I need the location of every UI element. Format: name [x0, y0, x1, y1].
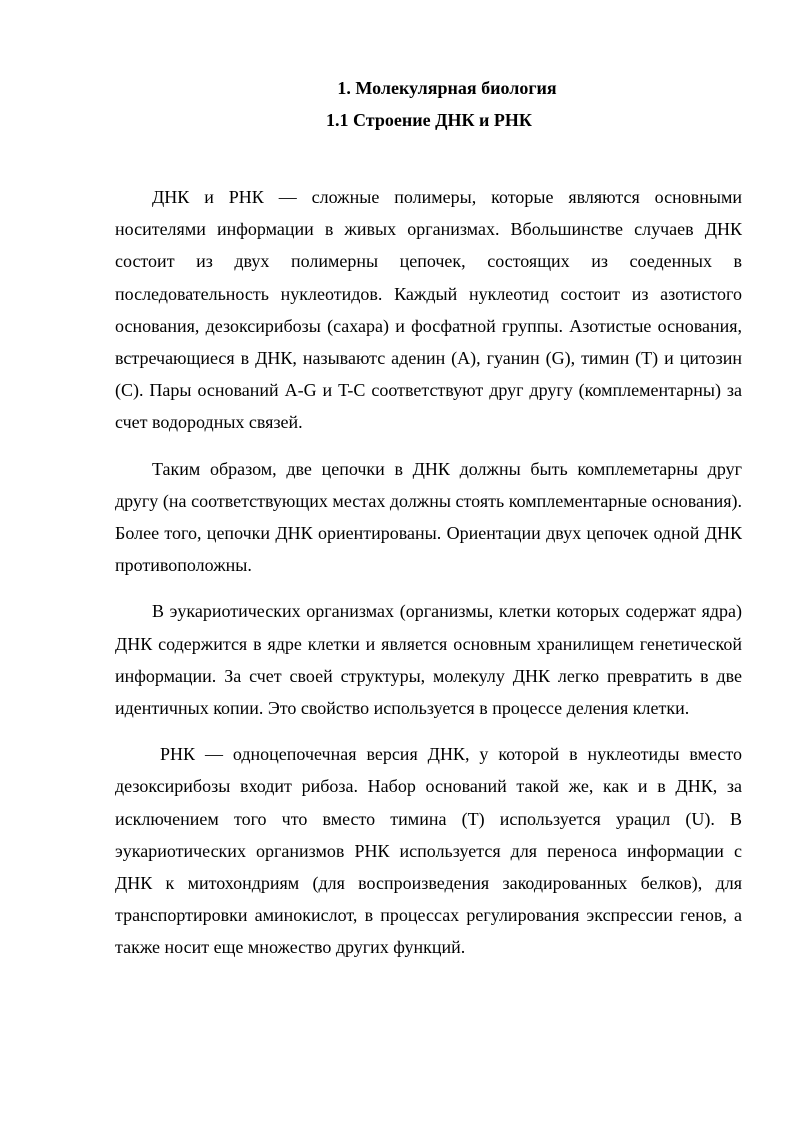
- paragraph-rna: РНК — одноцепочечная версия ДНК, у которой в нуклеотиды вместо дезоксирибозы входит рибоза. Набор оснований такой же, как и в ДНК, за исключением того что вместо тимина (T) используется урацил (U). В эукариотических организмов РНК используется для переноса информации с ДНК к митохондриям (для воспроизведения закодированных белков), для транспортировки аминокислот, в процессах регулирования экспрессии генов, а также носит еще множество других функций.: [115, 744, 742, 958]
- document-body: [115, 181, 742, 978]
- chapter-title: 1. Молекулярная биология: [337, 78, 557, 98]
- paragraph-complementarity: Таким образом, две цепочки в ДНК должны быть комплеметарны друг другу (на соответствующих местах должны стоять комплементарные основания). Более того, цепочки ДНК ориентированы. Ориентации двух цепочек одной ДНК противоположны.: [115, 458, 742, 576]
- paragraph-dna-rna-intro: ДНК и РНК — сложные полимеры, которые являются основными носителями информации в живых организмах. Вбольшинстве случаев ДНК состоит из двух полимерны цепочек, состоящих из соеденных в последовательность нуклеотидов. Каждый нуклеотид состоит из азотистого основания, дезоксирибозы (сахара) и фосфатной группы. Азотистые основания, встречающиеся в ДНК, называютс аденин (A), гуанин (G), тимин (T) и цитозин (C). Пары оснований A-G и T-C соответствуют друг другу (комплементарны) за счет водородных связей.: [115, 187, 742, 433]
- paragraph-eukaryotes: В эукариотических организмах (организмы, клетки которых содержат ядра) ДНК содержится в ядре клетки и является основным хранилищем генетической информации. За счет своей структуры, молекулу ДНК легко превратить в две идентичных копии. Это свойство используется в процессе деления клетки.: [115, 601, 742, 719]
- section-title: 1.1 Строение ДНК и РНК: [326, 110, 532, 130]
